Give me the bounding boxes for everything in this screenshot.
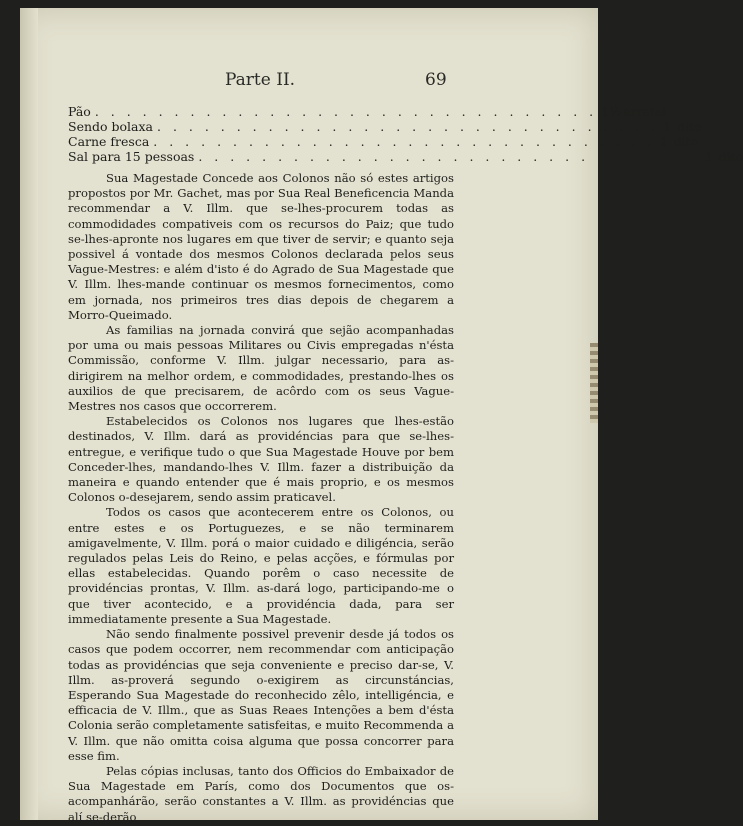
dot-leader: . . . . . . . . . . . . . . . . . . . . . . . . . . . . . . . . xyxy=(94,104,598,119)
provision-unit: dito xyxy=(677,119,702,134)
provision-row xyxy=(68,104,667,119)
body-text xyxy=(68,171,454,825)
paragraph: As familias na jornada convirá que sejão acompanhadas por uma ou mais pessoas Militares ou Civis empregadas n'ésta Commissão, conforme V. Illm. julgar necessario, para as-dirigirem na melhor ordem, e commodidades, prestando-lhes os auxilios de que precisarem, de acôrdo com os seus Vague-Mestres nos casos que occorrerem. xyxy=(68,323,454,414)
paragraph: Pelas cópias inclusas, tanto dos Officios do Embaixador de Sua Magestade em París, como dos Documentos que os-acompanhárão, serão constantes a V. Illm. as providéncias que alí se-derão xyxy=(68,763,454,824)
section-title: Parte II. xyxy=(225,70,296,90)
paragraph: Sua Magestade Concede aos Colonos não só estes artigos propostos por Mr. Gachet, mas por Sua Real Beneficencia Manda recommendar a V. Illm. que se-lhes-procurem todas as commodidades compativeis com os recursos do Paiz; que tudo se-lhes-apronte nos lugares em que tiver de servir; e quanto seja possivel á vontade dos mesmos Colonos declarada pelos seus Vague-Mestres: e além d'isto é do Agrado de Sua Magestade que V. Illm. lhes-mande continuar os mesmos fornecimentos, como em jornada, nos primeiros tres dias depois de chegarem a Morro-Queimado. xyxy=(68,171,454,322)
provision-item: Carne fresca xyxy=(68,134,150,149)
provision-quantity: 1½ xyxy=(601,104,622,119)
provisions-list xyxy=(68,104,743,164)
dot-leader: . . . . . . . . . . . . . . . . . . . . . . . . . . . . . . . . xyxy=(157,119,660,134)
provision-row xyxy=(68,119,702,134)
book-page xyxy=(20,8,743,824)
provision-item: Sal para 15 pessoas xyxy=(68,149,195,164)
dot-leader: . . . . . . . . . . . . . . . . . . . . . . . . . . . . . . . . xyxy=(153,134,656,149)
provision-unit: arratel xyxy=(623,104,667,119)
dot-leader: . . . . . . . . . . . . . . . . . . . . . . . . . . . . . . . . xyxy=(198,149,701,164)
provision-unit: dito xyxy=(718,149,743,164)
provision-row xyxy=(68,134,699,149)
page-gutter xyxy=(20,8,38,820)
provision-quantity: 1 xyxy=(659,134,668,149)
running-header xyxy=(20,70,598,94)
provision-quantity: 1 xyxy=(663,119,672,134)
provision-quantity: 1 xyxy=(704,149,713,164)
provision-item: Sendo bolaxa xyxy=(68,119,153,134)
paragraph: Não sendo finalmente possivel prevenir desde já todos os casos que podem occorrer, nem recommendar com anticipação todas as providéncias que seja conveniente e preciso dar-se, V. Illm. as-proverá segundo o-exigirem as circunstáncias, Esperando Sua Magestade do reconhecido zêlo, intelligéncia, e efficacia de V. Illm., que as Suas Reaes Intenções a bem d'ésta Colonia serão completamente satisfeitas, e muito Recommenda a V. Illm. que não omitta coisa alguma que possa concorrer para esse fim. xyxy=(68,627,454,763)
page-number: 69 xyxy=(425,70,447,90)
paragraph: Estabelecidos os Colonos nos lugares que lhes-estão destinados, V. Illm. dará as providéncias para que se-lhes-entregue, e verifique tudo o que Sua Magestade Houve por bem Conceder-lhes, mandando-lhes V. Illm. fazer a distribuição da maneira e quando entender que é mais proprio, e os mesmos Colonos o-desejarem, sendo assim praticavel. xyxy=(68,414,454,505)
page-edge-mark xyxy=(590,343,598,423)
paragraph: Todos os casos que acontecerem entre os Colonos, ou entre estes e os Portuguezes, e se não terminarem amigavelmente, V. Illm. porá o maior cuidado e diligéncia, serão regulados pelas Leis do Reino, e pelas acções, e fórmulas por ellas estabelecidas. Quando porêm o caso necessite de providéncias prontas, V. Illm. as-dará logo, participando-me o que tiver acontecido, e a providéncia dada, para ser immediatamente presente a Sua Magestade. xyxy=(68,505,454,626)
provision-item: Pão xyxy=(68,104,91,119)
provision-row xyxy=(68,149,743,164)
provision-unit: dito xyxy=(673,134,699,149)
